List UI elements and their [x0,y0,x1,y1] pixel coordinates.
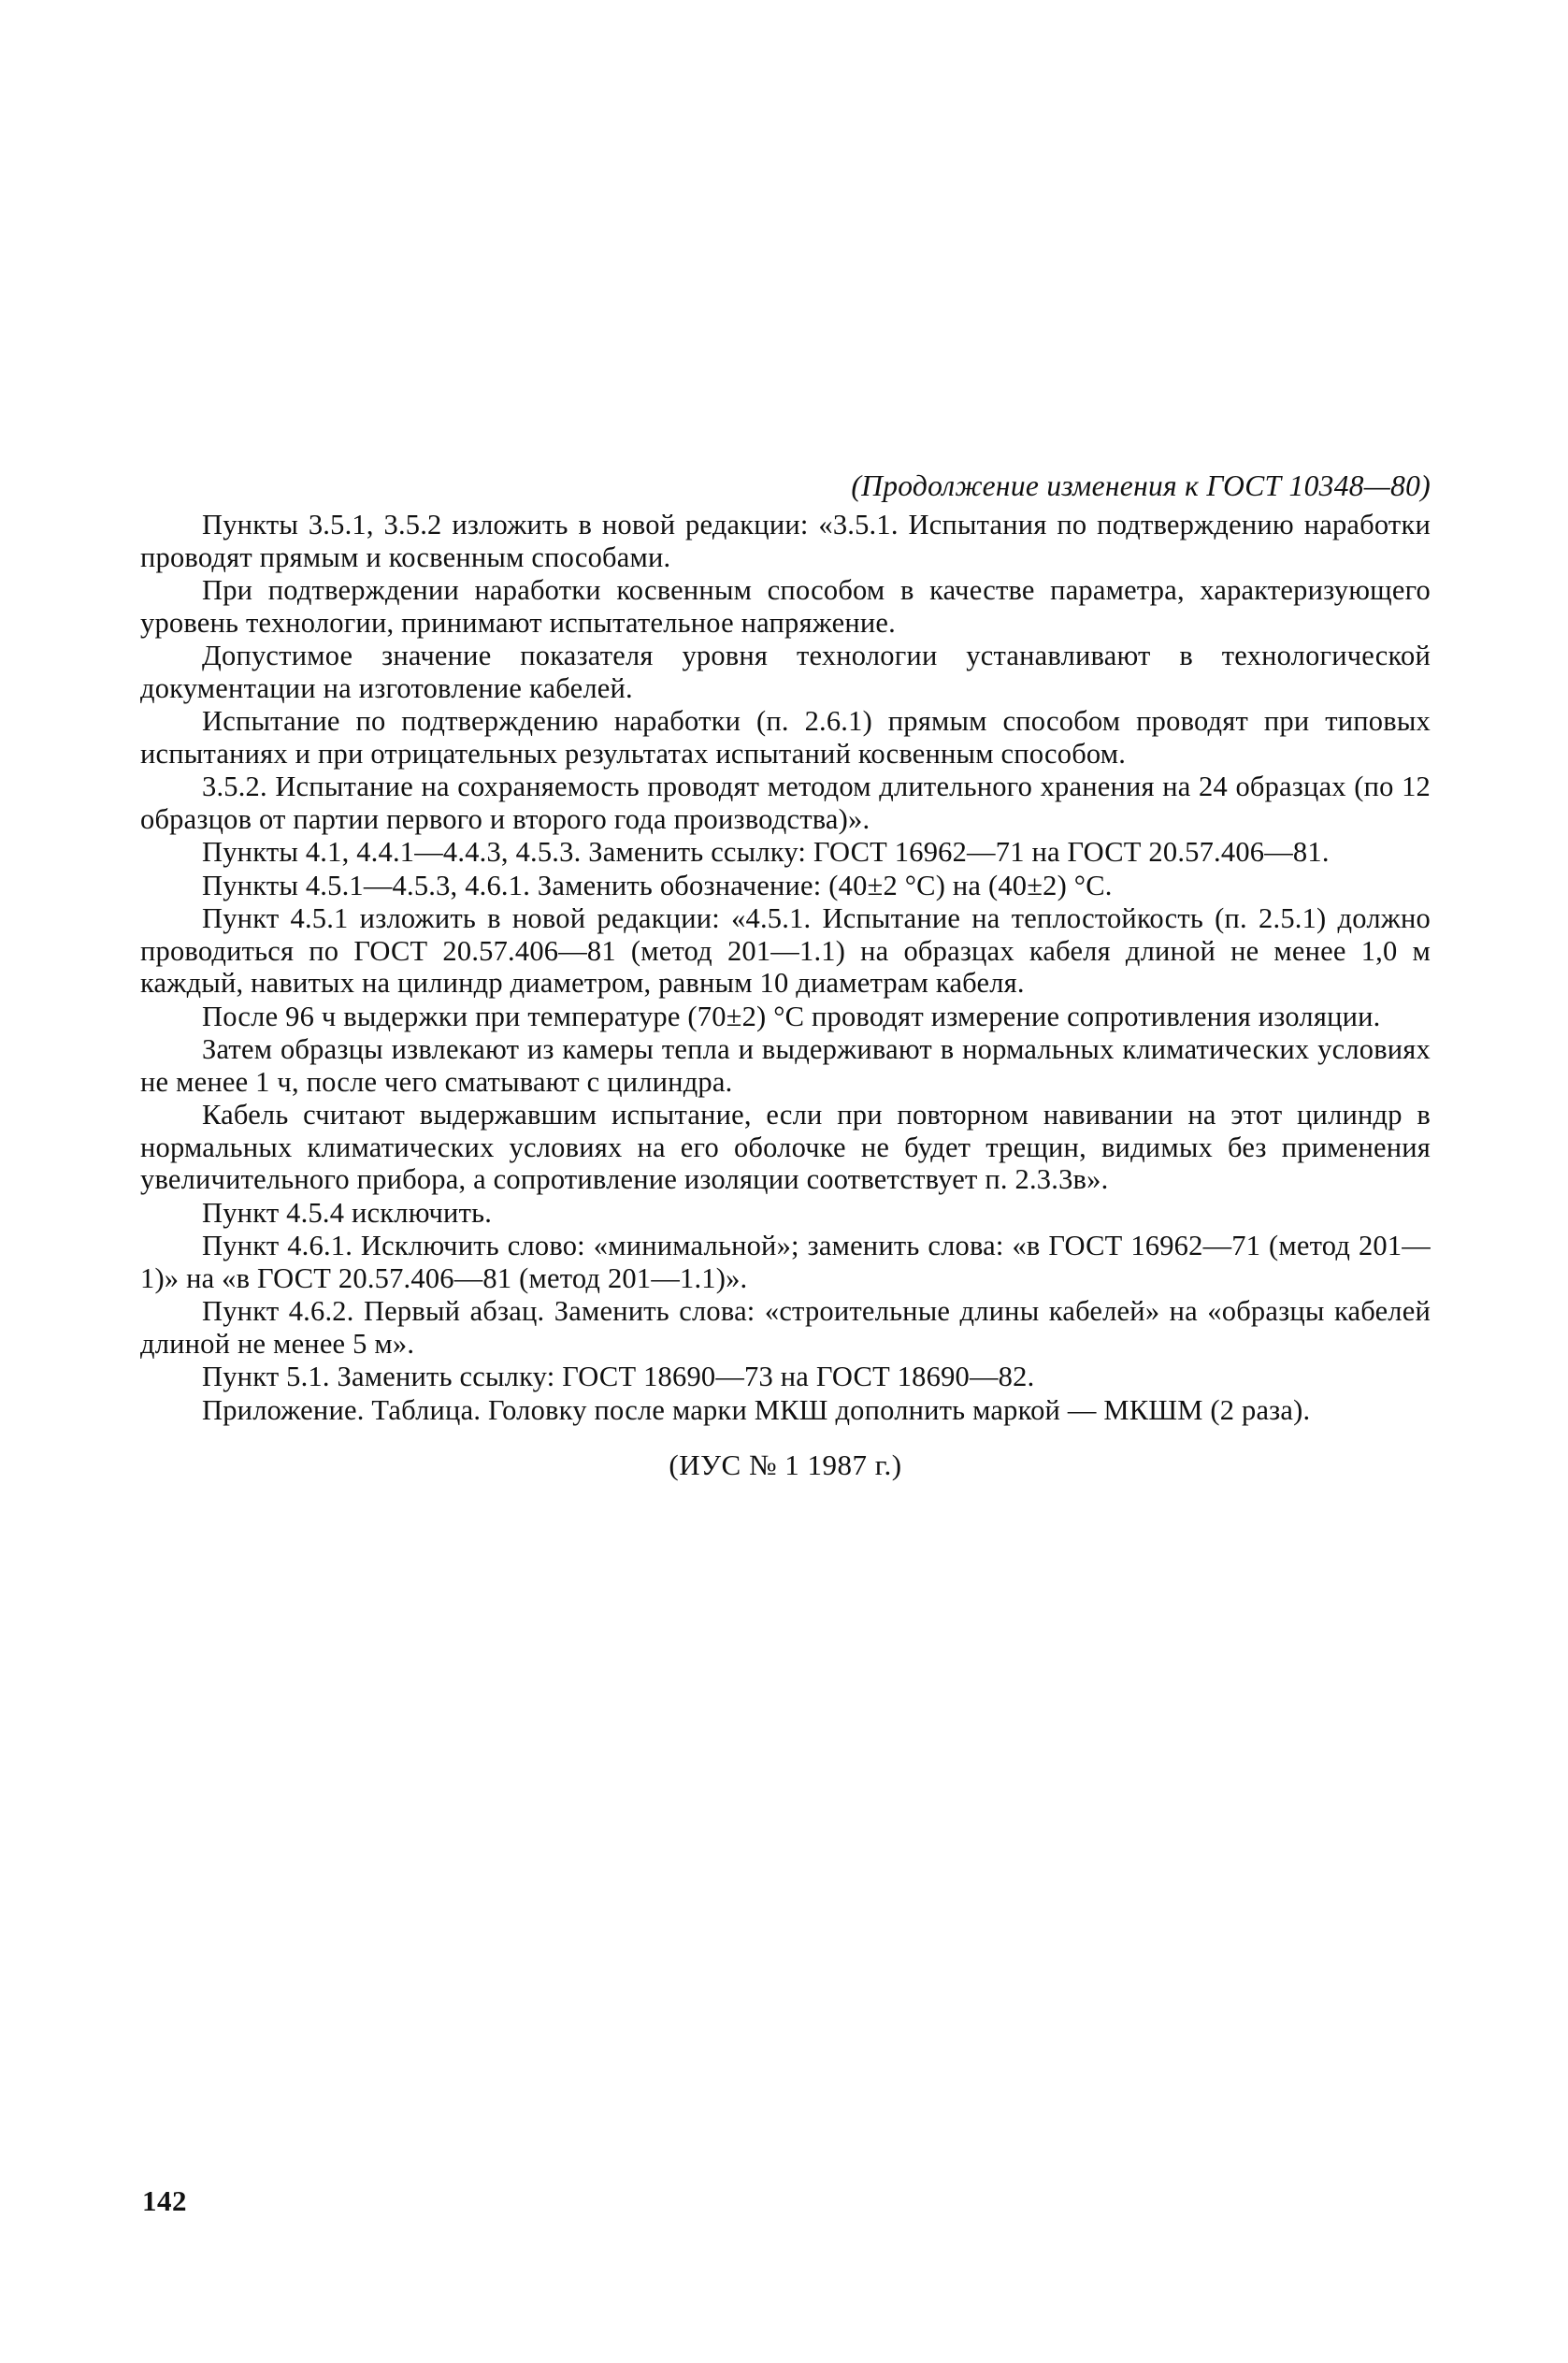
paragraph: После 96 ч выдержки при температуре (70±2) °С проводят измерение сопротивления изоляции. [202,1000,1381,1032]
paragraph: Пункт 4.6.2. Первый абзац. Заменить слова: «строительные длины кабелей» на «образцы кабелей длиной не менее 5 м». [140,1295,1431,1360]
document-page [140,468,1431,1484]
continuation-header: (Продолжение изменения к ГОСТ 10348—80) [851,469,1431,502]
paragraph: Пункты 3.5.1, 3.5.2 изложить в новой редакции: «3.5.1. Испытания по подтверждению наработки проводят прямым и косвенным способами. [140,509,1431,573]
paragraph: Приложение. Таблица. Головку после марки МКШ дополнить маркой — МКШМ (2 раза). [202,1393,1311,1426]
document-body [140,509,1431,1426]
paragraph: Затем образцы извлекают из камеры тепла и выдерживают в нормальных климатических условиях не менее 1 ч, после чего сматывают с цилиндра. [140,1033,1431,1098]
page-number: 142 [142,2184,187,2217]
paragraph: Пункт 5.1. Заменить ссылку: ГОСТ 18690—73 на ГОСТ 18690—82. [202,1361,1035,1392]
paragraph: Испытание по подтверждению наработки (п. 2.6.1) прямым способом проводят при типовых испытаниях и при отрицательных результатах испытаний косвенным способом. [140,705,1431,770]
paragraph: Пункт 4.6.1. Исключить слово: «минимальной»; заменить слова: «в ГОСТ 16962—71 (метод 201—1)» на «в ГОСТ 20.57.406—81 (метод 201—1.1)». [140,1230,1431,1294]
source-reference: (ИУС № 1 1987 г.) [669,1448,902,1481]
paragraph: Кабель считают выдержавшим испытание, если при повторном навивании на этот цилиндр в нормальных климатических условиях на его оболочке не будет трещин, видимых без применения увеличительного прибора, а сопротивление изоляции соответствует п. 2.3.3в». [140,1099,1431,1195]
paragraph: Пункт 4.5.4 исключить. [202,1196,493,1229]
paragraph: При подтверждении наработки косвенным способом в качестве параметра, характеризующего уровень технологии, принимают испытательное напряжение. [140,574,1431,639]
paragraph: Пункт 4.5.1 изложить в новой редакции: «4.5.1. Испытание на теплостойкость (п. 2.5.1) должно проводиться по ГОСТ 20.57.406—81 (метод 201—1.1) на образцах кабеля длиной не менее 1,0 м каждый, навитых на цилиндр диаметром, равным 10 диаметрам кабеля. [140,902,1431,999]
paragraph: Пункты 4.1, 4.4.1—4.4.3, 4.5.3. Заменить ссылку: ГОСТ 16962—71 на ГОСТ 20.57.406—81. [202,836,1330,868]
paragraph: Пункты 4.5.1—4.5.3, 4.6.1. Заменить обозначение: (40±2 °С) на (40±2) °С. [202,869,1113,901]
paragraph: 3.5.2. Испытание на сохраняемость проводят методом длительного хранения на 24 образцах (по 12 образцов от партии первого и второго года производства)». [140,771,1431,835]
paragraph: Допустимое значение показателя уровня технологии устанавливают в технологической документации на изготовление кабелей. [140,640,1431,704]
